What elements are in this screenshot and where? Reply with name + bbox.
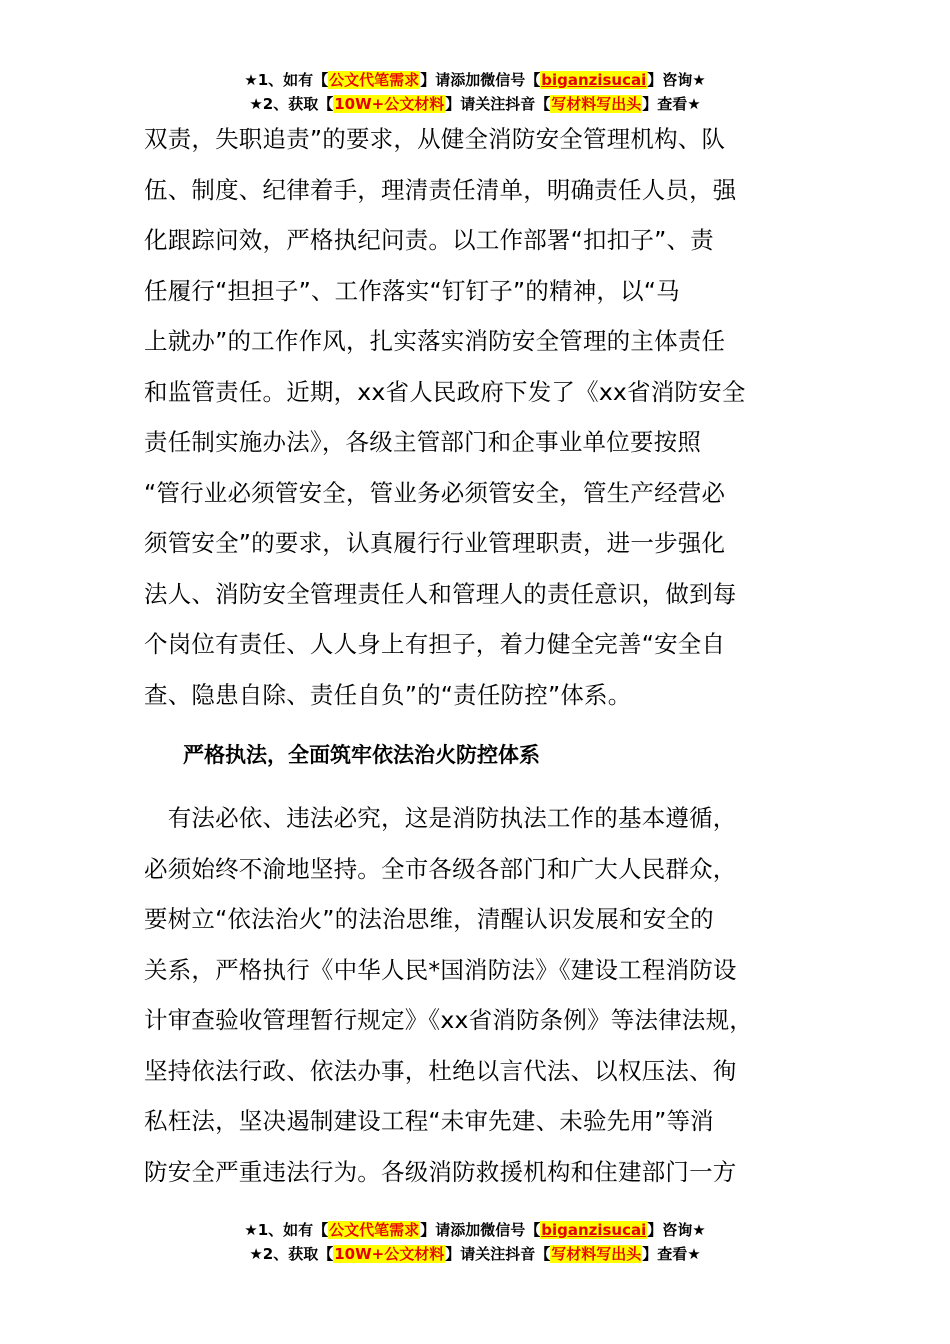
text-line: 有法必依、违法必究，这是消防执法工作的基本遵循，: [144, 804, 737, 832]
header-banner-line-1: [0, 68, 950, 92]
text-line: 查、隐患自除、责任自负”的“责任防控”体系。: [144, 680, 632, 709]
text-line: 上就办”的工作作风，扎实落实消防安全管理的主体责任: [144, 327, 726, 355]
text-line: “管行业必须管安全，管业务必须管安全，管生产经营必: [144, 478, 726, 507]
banner-highlight: 10W+公文材料: [334, 1245, 445, 1263]
banner-text: 】请添加微信号【: [420, 71, 541, 89]
wechat-id-link[interactable]: biganzisucai: [541, 71, 647, 89]
banner-text: ★2、获取【: [249, 1245, 334, 1263]
text-line: 伍、制度、纪律着手，理清责任清单，明确责任人员，强: [144, 175, 737, 204]
text-line: 和监管责任。近期，xx省人民政府下发了《xx省消防安全: [144, 377, 746, 406]
banner-highlight: 公文代笔需求: [329, 71, 420, 89]
banner-text: 】查看★: [642, 95, 701, 113]
text-line: 法人、消防安全管理责任人和管理人的责任意识，做到每: [144, 579, 737, 608]
header-banner-line-2: [0, 92, 950, 116]
text-line: 任履行“担担子”、工作落实“钉钉子”的精神，以“马: [144, 276, 680, 305]
text-line: 要树立“依法治火”的法治思维，清醒认识发展和安全的: [144, 905, 714, 933]
douyin-account-link[interactable]: 写材料写出头: [551, 95, 642, 113]
footer-banner-line-2: [0, 1242, 950, 1266]
footer-banner: [0, 1218, 950, 1266]
text-line: 坚持依法行政、依法办事，杜绝以言代法、以权压法、徇: [144, 1056, 737, 1085]
text-line: 责任制实施办法》，各级主管部门和企事业单位要按照: [144, 428, 702, 456]
banner-highlight: 公文代笔需求: [329, 1221, 420, 1239]
footer-banner-line-1: [0, 1218, 950, 1242]
paragraph-2: [144, 793, 824, 1197]
text-line: 防安全严重违法行为。各级消防救援机构和住建部门一方: [144, 1157, 737, 1186]
banner-text: ★2、获取【: [249, 95, 334, 113]
wechat-id-link[interactable]: biganzisucai: [541, 1221, 647, 1239]
text-line: 必须始终不渝地坚持。全市各级各部门和广大人民群众，: [144, 854, 737, 883]
douyin-account-link[interactable]: 写材料写出头: [551, 1245, 642, 1263]
text-line: 双责，失职追责”的要求，从健全消防安全管理机构、队: [144, 125, 726, 153]
header-banner: [0, 68, 950, 116]
paragraph-1: [144, 114, 824, 720]
text-line: 化跟踪问效，严格执纪问责。以工作部署“扣扣子”、责: [144, 226, 714, 254]
banner-highlight: 10W+公文材料: [334, 95, 445, 113]
banner-text: 】咨询★: [647, 71, 706, 89]
banner-text: 】查看★: [642, 1245, 701, 1263]
banner-text: 】请添加微信号【: [420, 1221, 541, 1239]
banner-text: ★1、如有【: [244, 71, 329, 89]
text-line: 计审查验收管理暂行规定》《xx省消防条例》等法律法规，: [144, 1006, 753, 1034]
banner-text: 】请关注抖音【: [445, 1245, 551, 1263]
banner-text: 】请关注抖音【: [445, 95, 551, 113]
banner-text: ★1、如有【: [244, 1221, 329, 1239]
text-line: 须管安全”的要求，认真履行行业管理职责，进一步强化: [144, 529, 726, 557]
banner-text: 】咨询★: [647, 1221, 706, 1239]
text-line: 关系，严格执行《中华人民*国消防法》《建设工程消防设: [144, 955, 737, 984]
text-line: 私枉法，坚决遏制建设工程“未审先建、未验先用”等消: [144, 1107, 714, 1135]
text-line: 个岗位有责任、人人身上有担子，着力健全完善“安全自: [144, 630, 726, 658]
section-heading: 严格执法，全面筑牢依法治火防控体系: [183, 743, 540, 767]
